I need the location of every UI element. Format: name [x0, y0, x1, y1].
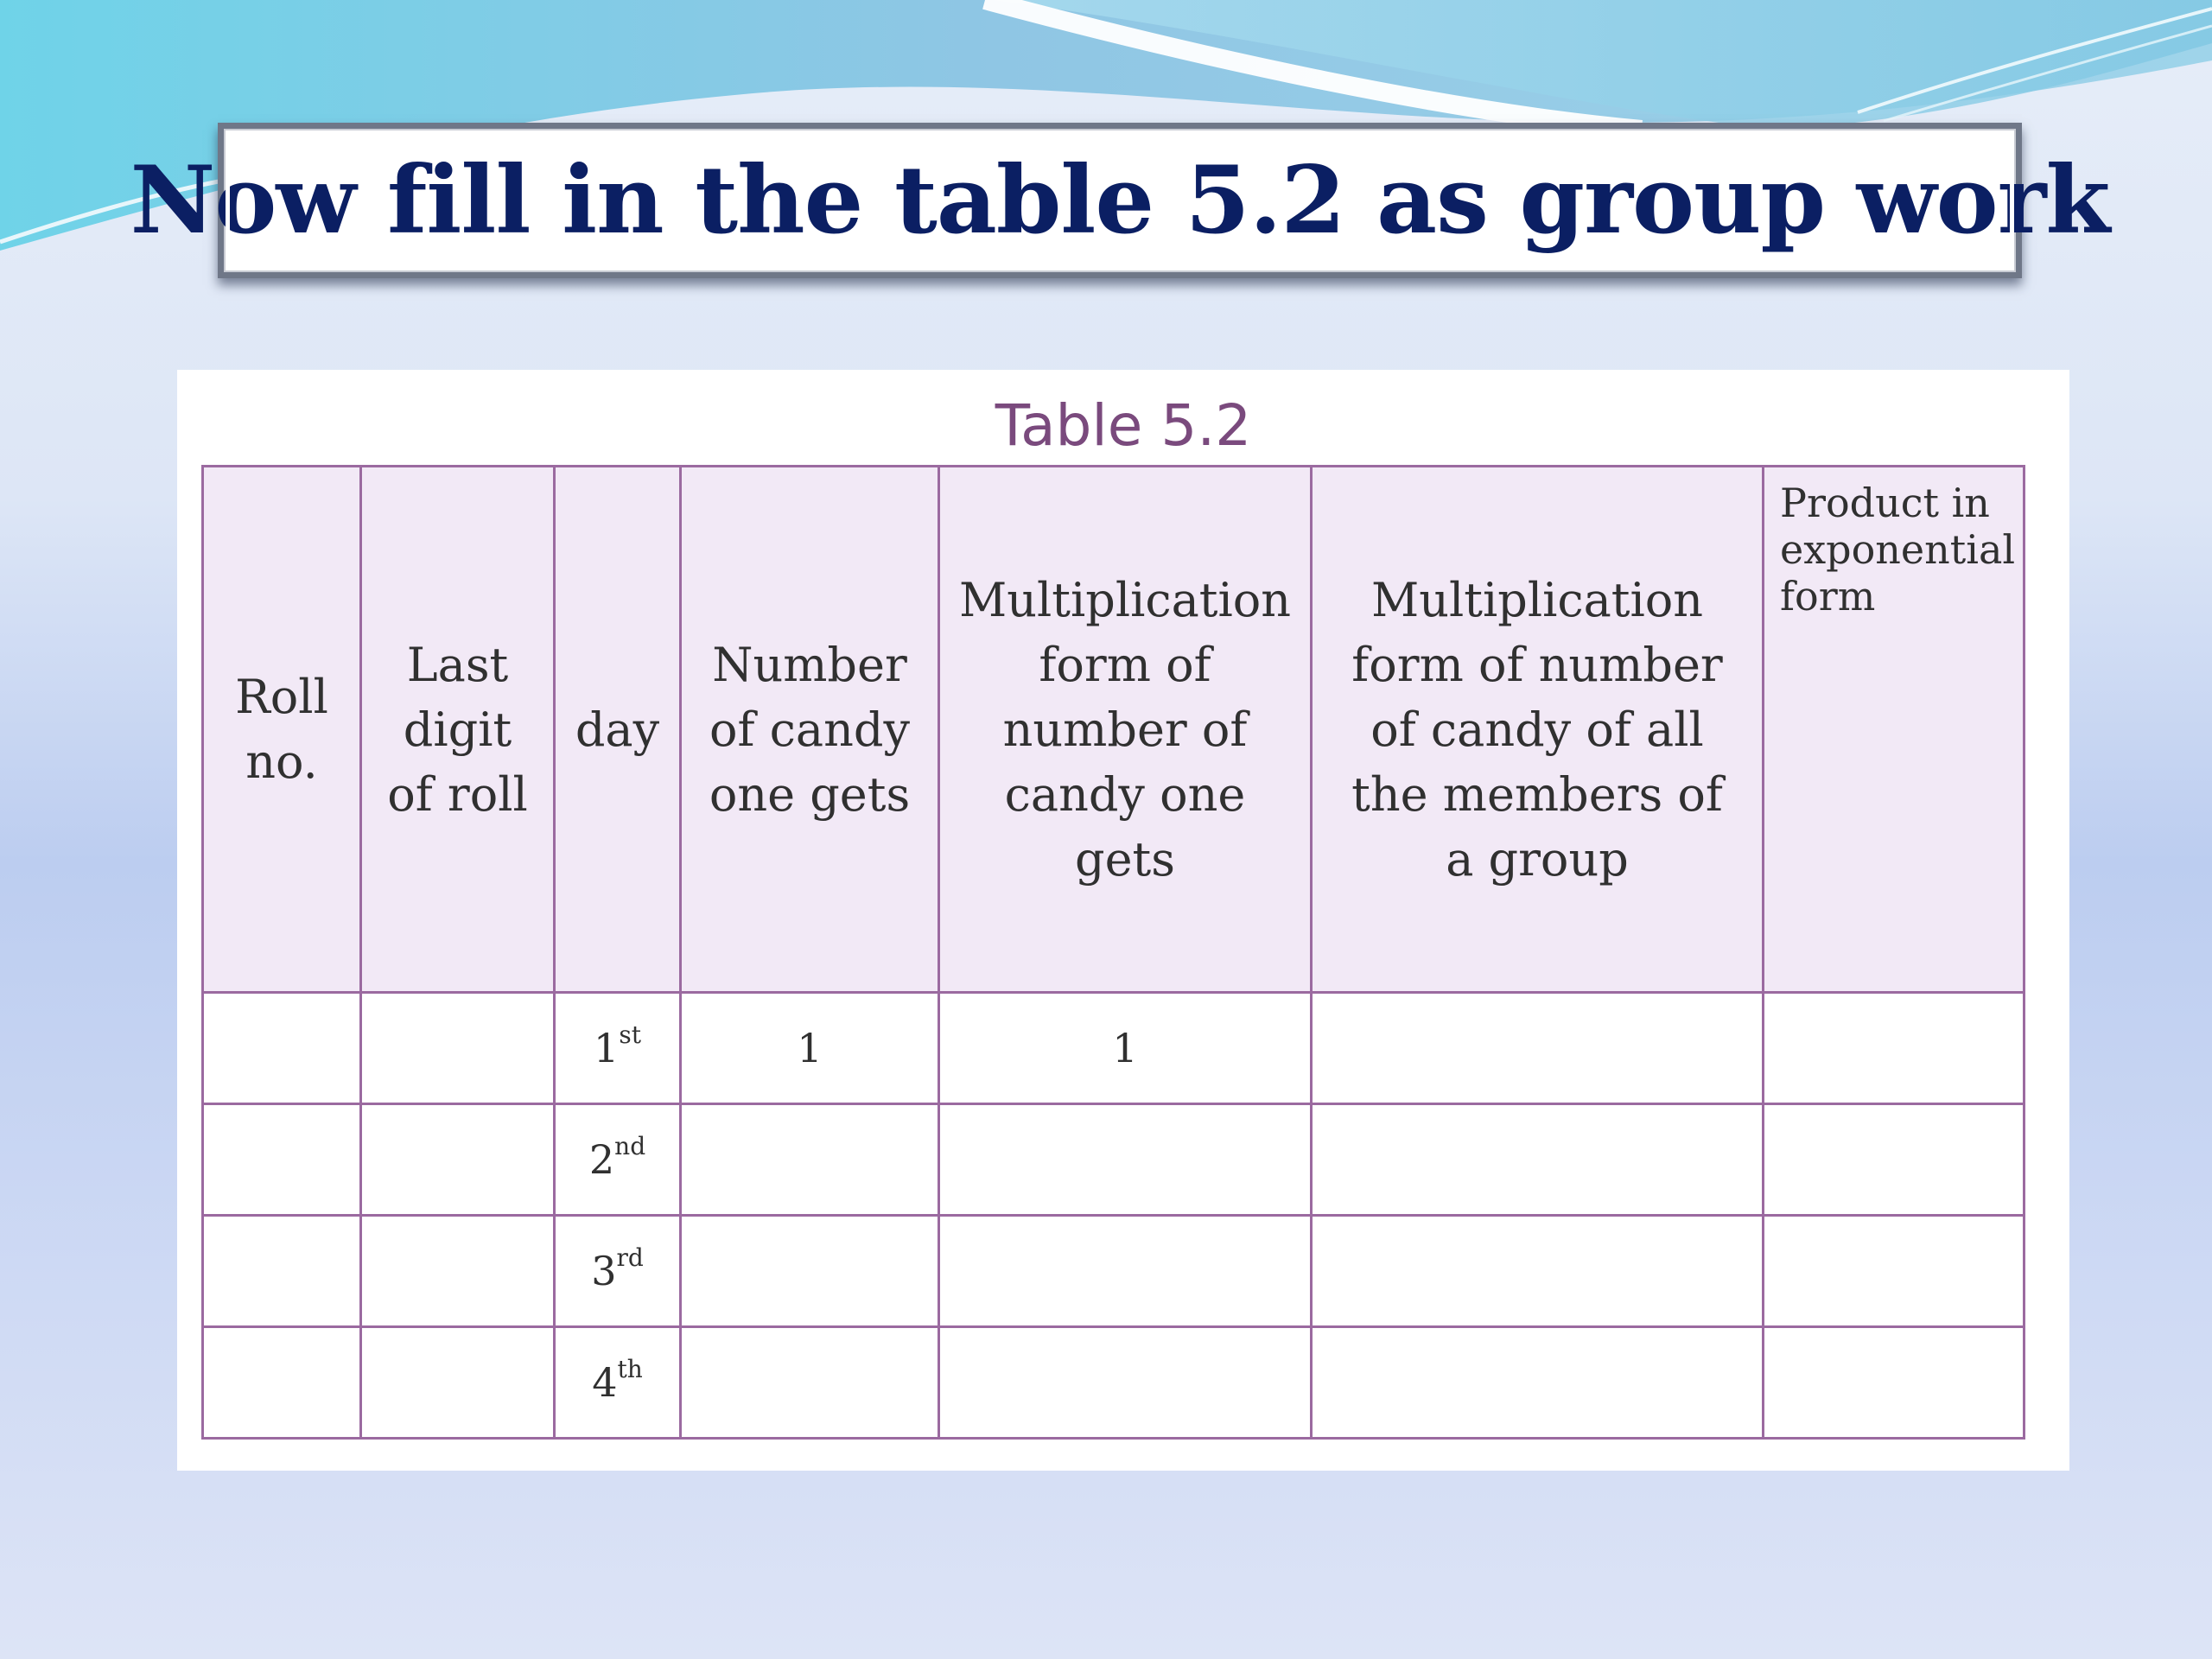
cell-roll-no[interactable]: [203, 1216, 361, 1327]
cell-product[interactable]: [1764, 1327, 2024, 1439]
cell-roll-no[interactable]: [203, 1104, 361, 1216]
day-number: 1: [594, 1025, 620, 1071]
candy-table: [201, 465, 2025, 1440]
cell-candy[interactable]: [681, 1327, 939, 1439]
table-row: [203, 1327, 2024, 1439]
slide-title-box: [130, 123, 2110, 278]
day-suffix: st: [619, 1020, 641, 1049]
day-suffix: rd: [616, 1243, 644, 1272]
table-row: [203, 993, 2024, 1104]
cell-group-mult[interactable]: [1312, 1327, 1764, 1439]
table-caption: Table 5.2: [995, 392, 1252, 459]
cell-product[interactable]: [1764, 1104, 2024, 1216]
header-number-of-candy: Number of candy one gets: [681, 467, 939, 993]
table-panel: [177, 370, 2069, 1471]
cell-mult-form[interactable]: [939, 1216, 1312, 1327]
cell-last-digit[interactable]: [361, 1327, 555, 1439]
cell-product[interactable]: [1764, 993, 2024, 1104]
cell-day: [555, 1104, 681, 1216]
cell-product[interactable]: [1764, 1216, 2024, 1327]
cell-day: [555, 1216, 681, 1327]
day-suffix: nd: [614, 1132, 646, 1160]
cell-group-mult[interactable]: [1312, 1104, 1764, 1216]
header-row: [203, 467, 2024, 993]
cell-mult-form[interactable]: [939, 1327, 1312, 1439]
header-group-multiplication-form: Multiplication form of number of candy of all the members of a group: [1312, 467, 1764, 993]
cell-candy[interactable]: [681, 1216, 939, 1327]
header-last-digit: Last digit of roll: [361, 467, 555, 993]
cell-last-digit[interactable]: [361, 1216, 555, 1327]
cell-day: [555, 993, 681, 1104]
cell-last-digit[interactable]: [361, 993, 555, 1104]
header-day: day: [555, 467, 681, 993]
day-suffix: th: [617, 1355, 643, 1383]
cell-candy[interactable]: [681, 1104, 939, 1216]
cell-day: [555, 1327, 681, 1439]
cell-mult-form[interactable]: 1: [939, 993, 1312, 1104]
day-number: 4: [592, 1359, 618, 1406]
table-row: [203, 1104, 2024, 1216]
table-row: [203, 1216, 2024, 1327]
cell-group-mult[interactable]: [1312, 1216, 1764, 1327]
cell-candy[interactable]: 1: [681, 993, 939, 1104]
header-roll-no: Roll no.: [203, 467, 361, 993]
header-multiplication-form: Multiplication form of number of candy one gets: [939, 467, 1312, 993]
slide-title: Now fill in the table 5.2 as group work: [130, 146, 2110, 255]
cell-last-digit[interactable]: [361, 1104, 555, 1216]
day-number: 3: [591, 1248, 617, 1294]
cell-mult-form[interactable]: [939, 1104, 1312, 1216]
header-product-exponential: Product in exponential form: [1764, 467, 2024, 993]
cell-group-mult[interactable]: [1312, 993, 1764, 1104]
day-number: 2: [588, 1136, 615, 1183]
cell-roll-no[interactable]: [203, 1327, 361, 1439]
cell-roll-no[interactable]: [203, 993, 361, 1104]
